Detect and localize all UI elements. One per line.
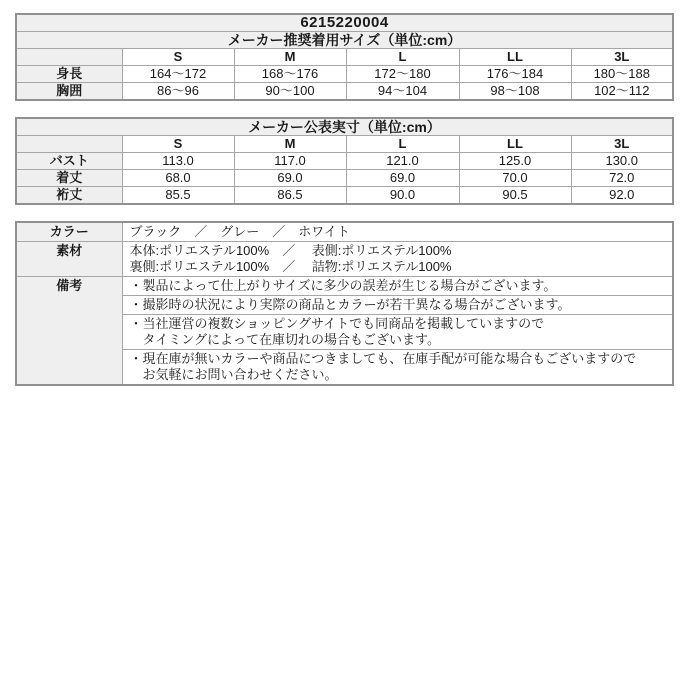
table-row bbox=[16, 153, 673, 170]
table-row bbox=[16, 222, 673, 242]
material-line: 本体:ポリエステル100% ／ 表側:ポリエステル100% bbox=[129, 243, 452, 258]
row-label-color: カラー bbox=[16, 222, 122, 242]
note-item: ・製品によって仕上がりサイズに多少の誤差が生じる場合がございます。 bbox=[122, 277, 673, 296]
row-label-height: 身長 bbox=[16, 66, 122, 83]
measurement-value: 69.0 bbox=[234, 170, 346, 187]
size-column-header: M bbox=[234, 136, 346, 153]
note-line: お気軽にお問い合わせください。 bbox=[142, 367, 338, 382]
size-value: 168～176 bbox=[234, 66, 346, 83]
table-row bbox=[16, 242, 673, 277]
measurement-value: 125.0 bbox=[459, 153, 571, 170]
size-column-header: S bbox=[122, 49, 234, 66]
size-column-header: LL bbox=[459, 49, 571, 66]
size-value: 98～108 bbox=[459, 83, 571, 101]
row-label-notes: 備考 bbox=[16, 277, 122, 386]
table-row bbox=[16, 32, 673, 49]
measurement-value: 68.0 bbox=[122, 170, 234, 187]
size-value: 164～172 bbox=[122, 66, 234, 83]
note-line: ・当社運営の複数ショッピングサイトでも同商品を掲載していますので bbox=[129, 316, 545, 331]
corner-cell bbox=[16, 136, 122, 153]
product-info-table bbox=[15, 221, 674, 386]
size-column-header: S bbox=[122, 136, 234, 153]
table-row bbox=[16, 14, 673, 32]
table-row bbox=[16, 118, 673, 136]
size-value: 90～100 bbox=[234, 83, 346, 101]
note-item bbox=[122, 315, 673, 350]
note-line: ・現在庫が無いカラーや商品につきましても、在庫手配が可能な場合もございますので bbox=[129, 351, 637, 366]
table-row bbox=[16, 187, 673, 205]
note-line: タイミングによって在庫切れの場合もございます。 bbox=[142, 332, 440, 347]
size-column-header: L bbox=[346, 136, 459, 153]
measurement-value: 130.0 bbox=[571, 153, 673, 170]
size-header-row bbox=[16, 136, 673, 153]
size-column-header: L bbox=[346, 49, 459, 66]
measurement-value: 72.0 bbox=[571, 170, 673, 187]
note-item: ・撮影時の状況により実際の商品とカラーが若干異なる場合がございます。 bbox=[122, 296, 673, 315]
row-label-bust: バスト bbox=[16, 153, 122, 170]
product-code: 6215220004 bbox=[16, 14, 673, 32]
measurement-value: 121.0 bbox=[346, 153, 459, 170]
size-value: 102～112 bbox=[571, 83, 673, 101]
size-value: 176～184 bbox=[459, 66, 571, 83]
size-value: 172～180 bbox=[346, 66, 459, 83]
note-item bbox=[122, 350, 673, 386]
material-line: 裏側:ポリエステル100% ／ 詰物:ポリエステル100% bbox=[129, 259, 452, 274]
actual-measurement-table bbox=[15, 117, 674, 205]
measurement-value: 69.0 bbox=[346, 170, 459, 187]
table-row bbox=[16, 66, 673, 83]
size-value: 86～96 bbox=[122, 83, 234, 101]
measurement-value: 92.0 bbox=[571, 187, 673, 205]
color-value: ブラック ／ グレー ／ ホワイト bbox=[122, 222, 673, 242]
size-column-header: 3L bbox=[571, 136, 673, 153]
measurement-value: 86.5 bbox=[234, 187, 346, 205]
material-value bbox=[122, 242, 673, 277]
measurement-value: 85.5 bbox=[122, 187, 234, 205]
size-column-header: 3L bbox=[571, 49, 673, 66]
table-row bbox=[16, 83, 673, 101]
measurement-value: 90.0 bbox=[346, 187, 459, 205]
size-value: 94～104 bbox=[346, 83, 459, 101]
corner-cell bbox=[16, 49, 122, 66]
measurement-value: 70.0 bbox=[459, 170, 571, 187]
row-label-body-length: 着丈 bbox=[16, 170, 122, 187]
size-header-row bbox=[16, 49, 673, 66]
recommended-size-title: メーカー推奨着用サイズ（単位:cm） bbox=[16, 32, 673, 49]
actual-measurement-title: メーカー公表実寸（単位:cm） bbox=[16, 118, 673, 136]
table-row bbox=[16, 170, 673, 187]
measurement-value: 117.0 bbox=[234, 153, 346, 170]
measurement-value: 90.5 bbox=[459, 187, 571, 205]
size-column-header: M bbox=[234, 49, 346, 66]
recommended-size-table bbox=[15, 13, 674, 101]
size-column-header: LL bbox=[459, 136, 571, 153]
row-label-sleeve-length: 裄丈 bbox=[16, 187, 122, 205]
size-value: 180～188 bbox=[571, 66, 673, 83]
row-label-chest: 胸囲 bbox=[16, 83, 122, 101]
table-row bbox=[16, 277, 673, 296]
row-label-material: 素材 bbox=[16, 242, 122, 277]
measurement-value: 113.0 bbox=[122, 153, 234, 170]
